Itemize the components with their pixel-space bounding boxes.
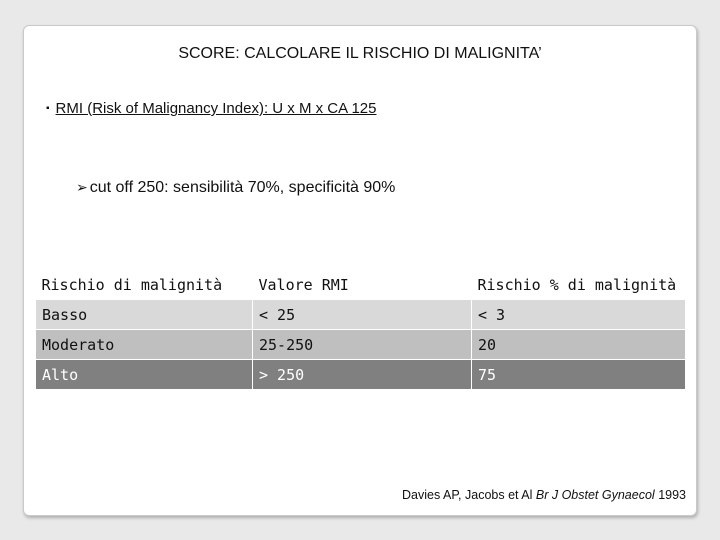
- citation-journal: Br J Obstet Gynaecol: [535, 488, 655, 502]
- cell-rmi-value: > 250: [253, 360, 472, 390]
- square-bullet-icon: ▪: [46, 103, 50, 114]
- cell-risk-percent: 75: [472, 360, 686, 390]
- header-rischio: Rischio di malignità: [41, 276, 223, 294]
- sub-bullet-cutoff: [76, 179, 395, 197]
- sub-bullet-text: cut off 250: sensibilità 70%, specificità 90%: [89, 179, 396, 196]
- citation-year: 1993: [658, 488, 686, 502]
- header-rischio-percent: Rischio % di malignità: [477, 276, 677, 294]
- bullet-rmi-text: RMI (Risk of Malignancy Index): U x M x CA 125: [55, 100, 377, 117]
- arrow-bullet-icon: ➢: [76, 179, 88, 195]
- header-valore-rmi: Valore RMI: [258, 276, 349, 294]
- slide-title: SCORE: CALCOLARE IL RISCHIO DI MALIGNITA’: [178, 45, 542, 62]
- rmi-table: [35, 270, 686, 390]
- cell-rmi-value: < 25: [253, 300, 472, 330]
- table-row: [36, 330, 686, 360]
- table-row: [36, 360, 686, 390]
- cell-risk-level: Moderato: [36, 330, 253, 360]
- citation: [402, 488, 686, 502]
- citation-authors: Davies AP, Jacobs et Al: [402, 488, 533, 502]
- cell-risk-percent: < 3: [472, 300, 686, 330]
- bullet-rmi: [46, 100, 376, 117]
- cell-risk-level: Basso: [36, 300, 253, 330]
- cell-risk-level: Alto: [36, 360, 253, 390]
- table-header-row: [36, 270, 686, 300]
- slide: [23, 25, 697, 516]
- cell-risk-percent: 20: [472, 330, 686, 360]
- table-row: [36, 300, 686, 330]
- cell-rmi-value: 25-250: [253, 330, 472, 360]
